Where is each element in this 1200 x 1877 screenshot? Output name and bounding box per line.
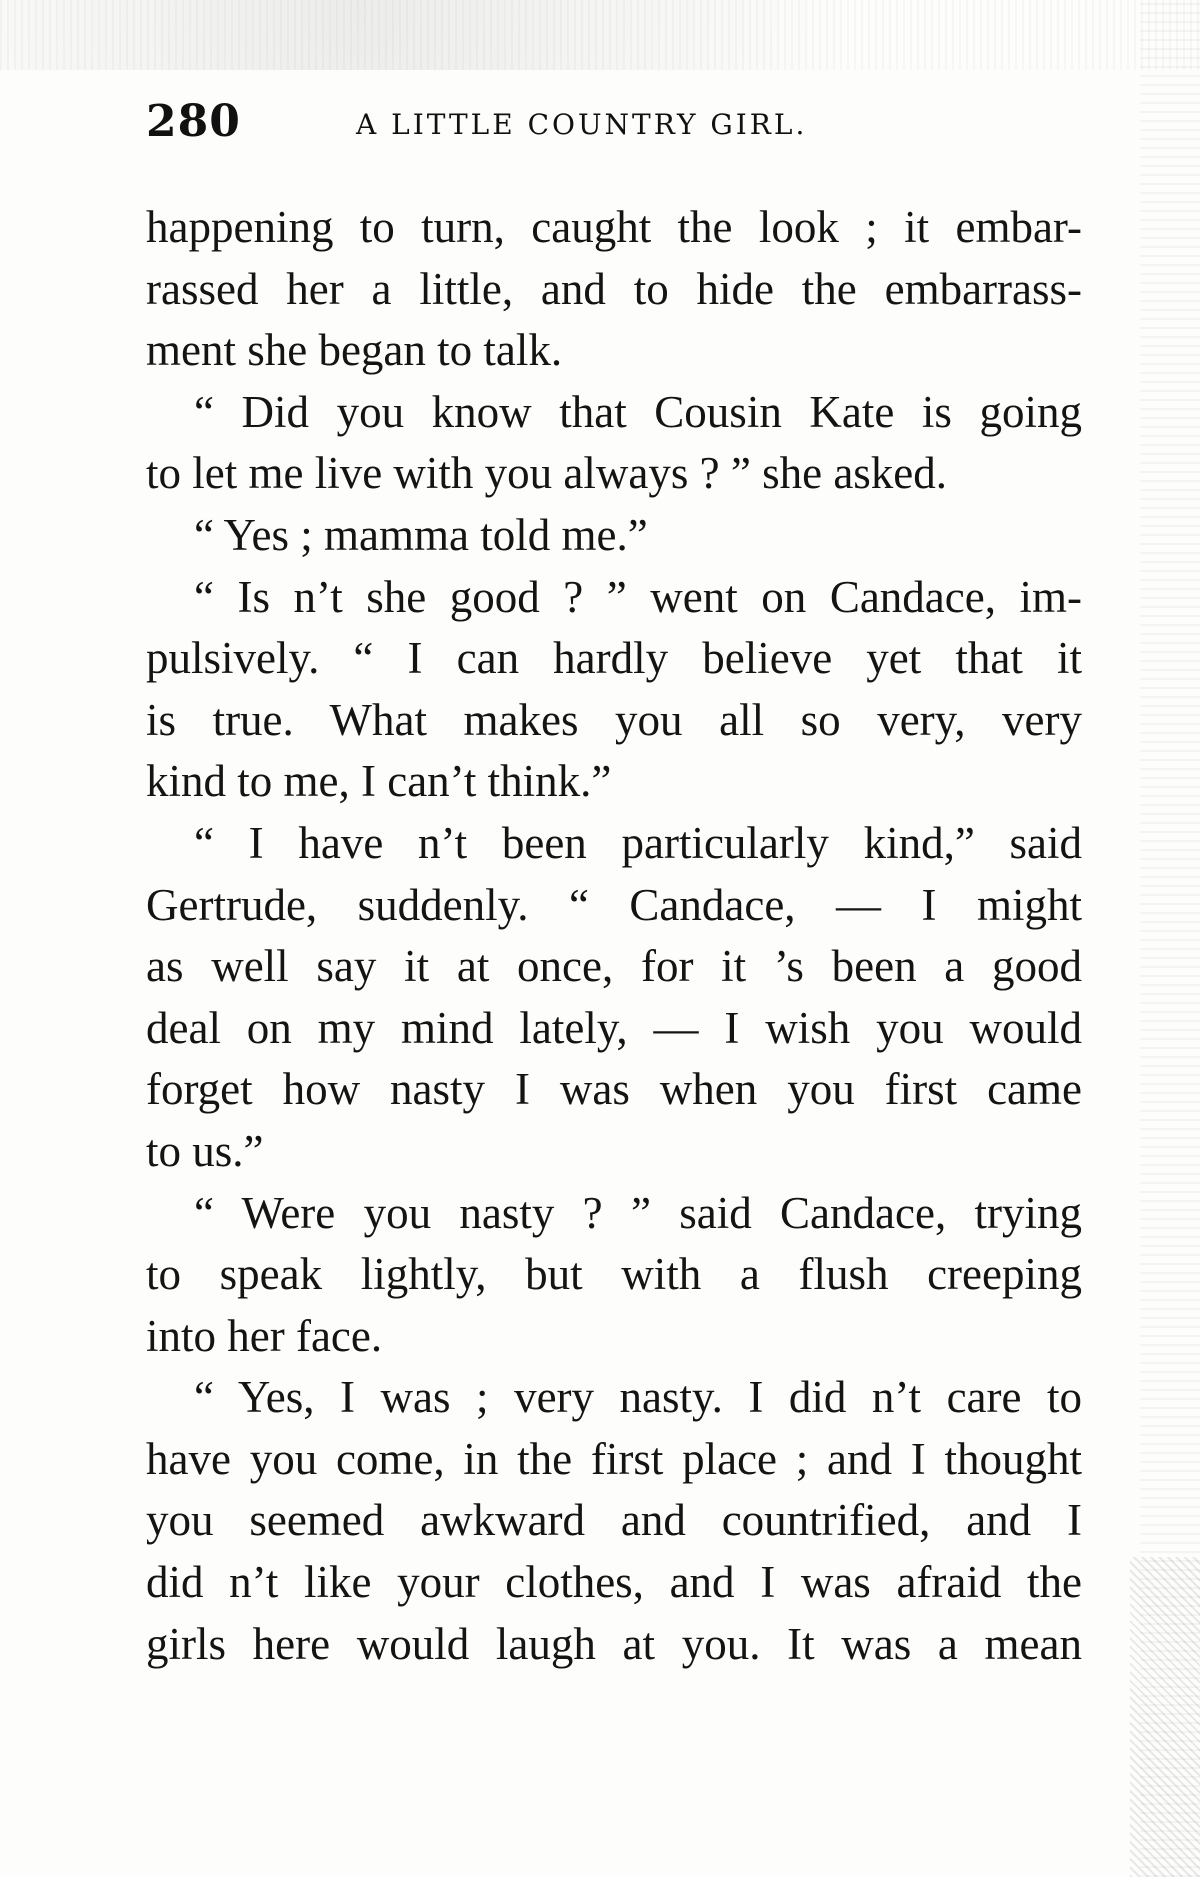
paragraph — [146, 1183, 1082, 1368]
text-line: to us.” — [146, 1125, 264, 1176]
paragraph — [146, 567, 1082, 813]
paragraph — [146, 197, 1082, 382]
text-line: did n’t like your clothes, and I was afraid the — [146, 1557, 1082, 1608]
text-line: girls here would laugh at you. It was a mean — [146, 1618, 1082, 1669]
text-line: you seemed awkward and countrified, and I — [146, 1495, 1082, 1546]
text-line: “ I have n’t been particularly kind,” said — [194, 817, 1082, 868]
text-line: ment she began to talk. — [146, 325, 563, 376]
text-line: rassed her a little, and to hide the embarrass- — [146, 263, 1082, 314]
text-line: to let me live with you always ? ” she asked. — [146, 448, 948, 499]
paragraph — [146, 1367, 1082, 1675]
text-line: “ Were you nasty ? ” said Candace, trying — [194, 1187, 1082, 1238]
text-line: Gertrude, suddenly. “ Candace, — I might — [146, 879, 1082, 930]
text-line: “ Yes, I was ; very nasty. I did n’t care to — [194, 1372, 1082, 1423]
text-line: is true. What makes you all so very, very — [146, 694, 1082, 745]
text-line: happening to turn, caught the look ; it embar- — [146, 202, 1082, 252]
text-line: “ Yes ; mamma told me.” — [194, 509, 648, 560]
paragraph — [146, 813, 1082, 1183]
page-header — [146, 96, 1086, 156]
text-line: deal on my mind lately, — I wish you would — [146, 1002, 1082, 1053]
page-number: 280 — [146, 96, 241, 147]
text-line: have you come, in the first place ; and I thought — [146, 1433, 1082, 1484]
scan-edge-corner — [1130, 1557, 1200, 1877]
text-line: kind to me, I can’t think.” — [146, 756, 612, 807]
text-line: as well say it at once, for it ’s been a good — [146, 941, 1082, 992]
body-text — [146, 197, 1082, 1675]
text-line: to speak lightly, but with a flush creeping — [146, 1249, 1082, 1300]
paragraph — [146, 382, 1082, 505]
text-line: “ Did you know that Cousin Kate is going — [194, 386, 1082, 437]
text-line: pulsively. “ I can hardly believe yet that it — [146, 633, 1082, 684]
text-line: forget how nasty I was when you first came — [146, 1064, 1082, 1115]
scan-edge-top — [0, 0, 1200, 70]
paragraph — [146, 505, 1082, 567]
text-line: “ Is n’t she good ? ” went on Candace, im- — [194, 571, 1082, 622]
text-line: into her face. — [146, 1310, 383, 1361]
running-title: A LITTLE COUNTRY GIRL. — [356, 108, 808, 141]
